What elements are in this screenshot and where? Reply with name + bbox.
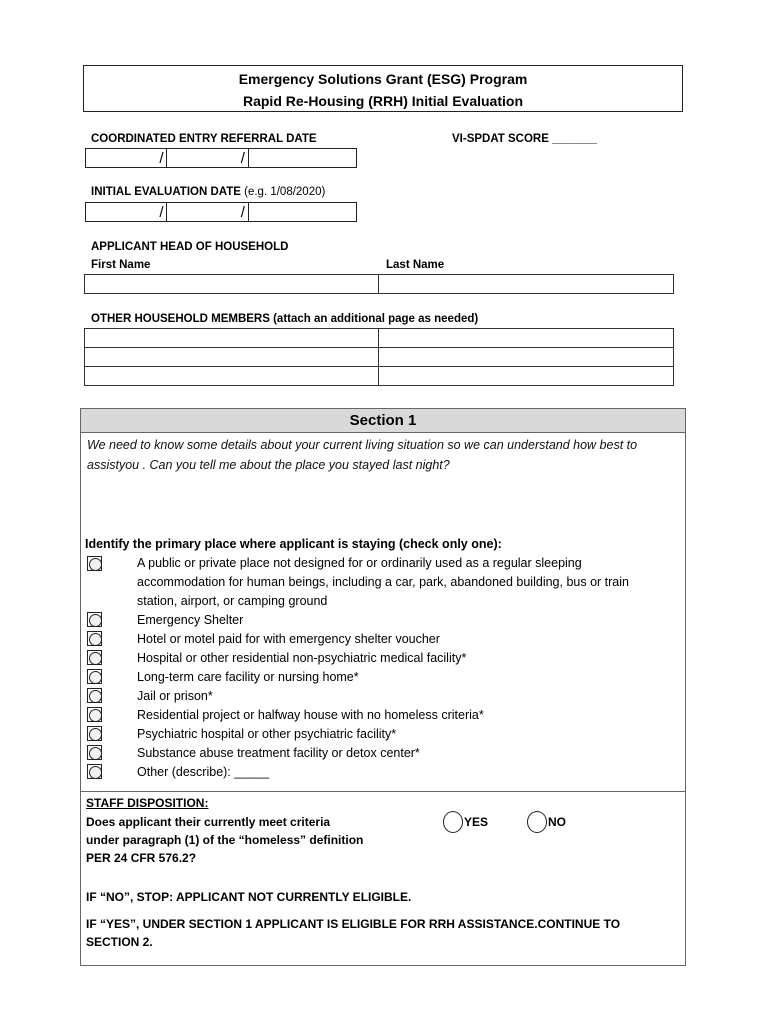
if-yes-instruction-2: SECTION 2. — [86, 935, 153, 949]
applicant-heading: APPLICANT HEAD OF HOUSEHOLD — [91, 241, 289, 253]
option-radio-psychiatric[interactable] — [87, 726, 102, 741]
last-name-input[interactable] — [379, 275, 674, 294]
table-row — [85, 348, 674, 367]
member-cell[interactable] — [379, 348, 674, 367]
table-row — [85, 329, 674, 348]
evaluation-month-input[interactable]: / — [86, 203, 167, 221]
evaluation-day-input[interactable]: / — [167, 203, 248, 221]
option-label-public-place: A public or private place not designed for or ordinarily used as a regular sleeping accommodation for human beings, including a car, park, abandoned building, bus or train station, airport, or camping ground — [137, 556, 629, 608]
referral-year-input[interactable] — [249, 149, 356, 167]
referral-date-field[interactable] — [85, 148, 357, 168]
household-members-table — [84, 328, 674, 386]
no-label: NO — [548, 815, 566, 829]
no-option[interactable] — [527, 811, 566, 833]
form-title: Emergency Solutions Grant (ESG) Program — [238, 71, 528, 87]
if-yes-instruction-1: IF “YES”, UNDER SECTION 1 APPLICANT IS ELIGIBLE FOR RRH ASSISTANCE.CONTINUE TO — [86, 917, 621, 931]
referral-date-label: COORDINATED ENTRY REFERRAL DATE — [91, 133, 317, 145]
option-radio-hospital[interactable] — [87, 650, 102, 665]
applicant-name-table — [84, 274, 674, 294]
option-label-jail: Jail or prison* — [137, 689, 213, 703]
staff-disposition — [80, 791, 686, 792]
evaluation-date-label: INITIAL EVALUATION DATE (e.g. 1/08/2020) — [91, 186, 326, 198]
option-label-substance-abuse: Substance abuse treatment facility or detox center* — [137, 746, 420, 760]
if-no-instruction: IF “NO”, STOP: APPLICANT NOT CURRENTLY ELIGIBLE. — [86, 890, 412, 904]
staff-disposition-heading: STAFF DISPOSITION: — [86, 796, 209, 810]
form-title-box — [83, 65, 683, 112]
option-label-other: Other (describe): _____ — [137, 765, 270, 779]
vispdat-score-label: VI-SPDAT SCORE _______ — [452, 133, 597, 145]
option-label-halfway-house: Residential project or halfway house with no homeless criteria* — [137, 708, 484, 722]
member-cell[interactable] — [85, 367, 379, 386]
section-1-intro: We need to know some details about your current living situation so we can understand how best to assistyou . Can you tell me about the place you stayed last night? — [87, 438, 638, 472]
option-radio-halfway-house[interactable] — [87, 707, 102, 722]
referral-month-input[interactable]: / — [86, 149, 167, 167]
option-radio-public-place[interactable] — [87, 556, 102, 571]
section-1-title: Section 1 — [81, 409, 685, 433]
member-cell[interactable] — [379, 367, 674, 386]
disposition-question-1: Does applicant their currently meet criteria — [86, 815, 331, 829]
first-name-label: First Name — [91, 259, 151, 271]
table-row — [85, 367, 674, 386]
yes-option[interactable] — [443, 811, 488, 833]
last-name-label: Last Name — [386, 259, 445, 271]
option-radio-long-term-care[interactable] — [87, 669, 102, 684]
member-cell[interactable] — [85, 348, 379, 367]
option-radio-substance-abuse[interactable] — [87, 745, 102, 760]
member-cell[interactable] — [379, 329, 674, 348]
option-radio-emergency-shelter[interactable] — [87, 612, 102, 627]
option-label-hotel-voucher: Hotel or motel paid for with emergency shelter voucher — [137, 632, 440, 646]
form-subtitle: Rapid Re-Housing (RRH) Initial Evaluation — [242, 93, 523, 109]
disposition-question-3: PER 24 CFR 576.2? — [86, 851, 197, 865]
member-cell[interactable] — [85, 329, 379, 348]
referral-day-input[interactable]: / — [167, 149, 248, 167]
option-label-emergency-shelter: Emergency Shelter — [137, 613, 244, 627]
primary-place-question: Identify the primary place where applicant is staying (check only one): — [85, 537, 502, 551]
option-radio-jail[interactable] — [87, 688, 102, 703]
option-radio-other[interactable] — [87, 764, 102, 779]
disposition-question-2: under paragraph (1) of the “homeless” definition — [86, 833, 364, 847]
evaluation-date-hint: (e.g. 1/08/2020) — [244, 186, 326, 198]
evaluation-year-input[interactable] — [249, 203, 356, 221]
option-label-long-term-care: Long-term care facility or nursing home* — [137, 670, 359, 684]
household-members-label: OTHER HOUSEHOLD MEMBERS (attach an additional page as needed) — [91, 313, 479, 325]
option-label-psychiatric: Psychiatric hospital or other psychiatric facility* — [137, 727, 397, 741]
yes-label: YES — [464, 815, 489, 829]
option-label-hospital: Hospital or other residential non-psychiatric medical facility* — [137, 651, 467, 665]
no-radio[interactable] — [527, 811, 547, 833]
option-radio-hotel-voucher[interactable] — [87, 631, 102, 646]
yes-radio[interactable] — [443, 811, 463, 833]
first-name-input[interactable] — [85, 275, 379, 294]
evaluation-date-field[interactable] — [85, 202, 357, 222]
